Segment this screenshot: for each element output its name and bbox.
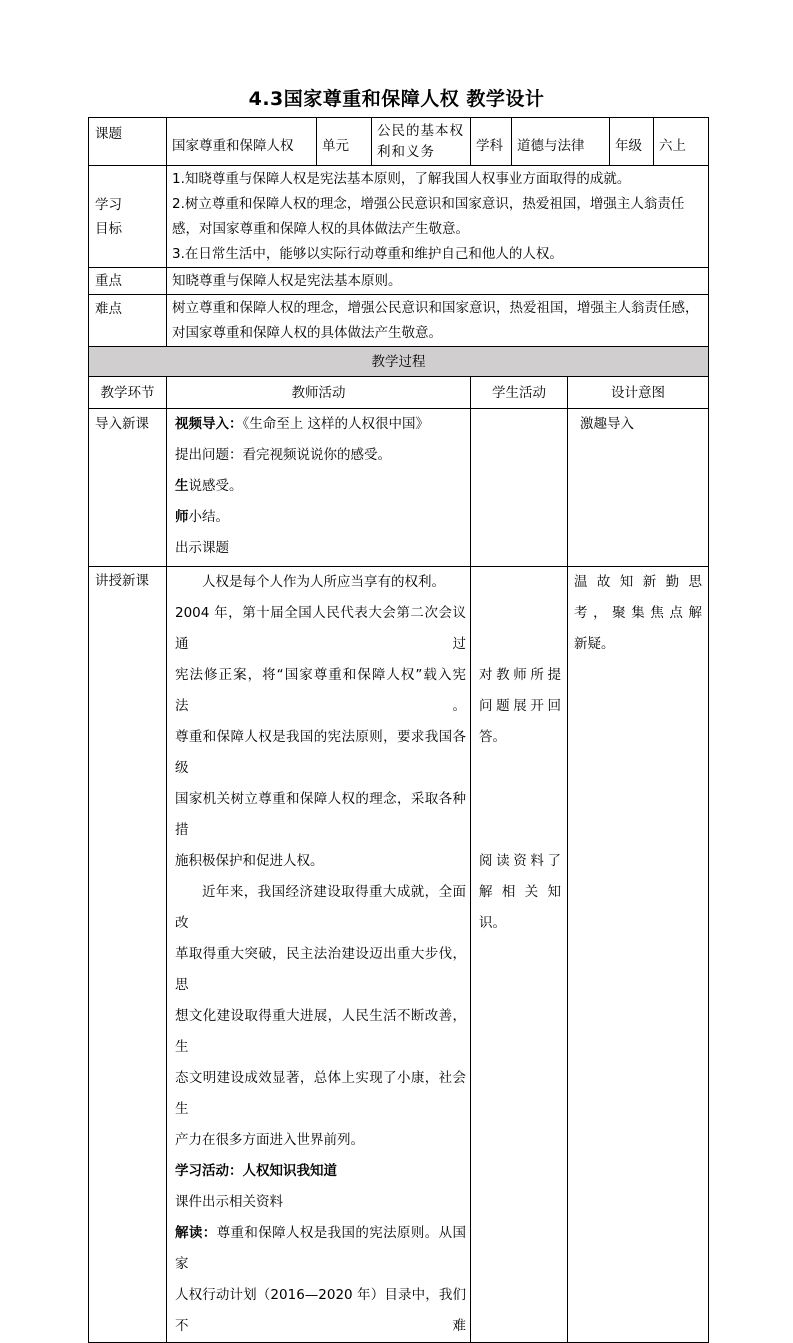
process-header-row <box>89 377 709 409</box>
lecture-intent <box>568 567 709 1343</box>
unit-label: 单元 <box>317 118 372 166</box>
col-student-header: 学生活动 <box>471 377 568 409</box>
intro-show-topic: 出示课题 <box>175 540 229 556</box>
goal-item: 2.树立尊重和保障人权的理念，增强公民意识和国家意识，热爱祖国，增强主人翁责任感，对国家尊重和保障人权的具体做法产生敬意。 <box>172 196 685 237</box>
intent-line: 新疑。 <box>574 636 615 652</box>
para2-line: 想文化建设取得重大进展，人民生活不断改善，生 <box>175 1008 466 1055</box>
key-point-row <box>89 268 709 295</box>
para1-line: 人权是每个人作为人所应当享有的权利。 <box>202 574 445 590</box>
student2-line: 解相关知 <box>479 884 561 900</box>
unit-value: 公民的基本权利和义务 <box>372 118 471 166</box>
intro-teacher-line: 师小结。 <box>175 509 229 525</box>
subject-label: 学科 <box>471 118 512 166</box>
lecture-student <box>471 567 568 1343</box>
para2-line: 态文明建设成效显著，总体上实现了小康，社会生 <box>175 1070 466 1117</box>
reading-line: 人权行动计划（2016—2020 年）目录中，我们不难 <box>175 1287 466 1334</box>
intro-student-line: 生说感受。 <box>175 478 243 494</box>
difficulty-label: 难点 <box>89 295 167 347</box>
col-stage-header: 教学环节 <box>89 377 167 409</box>
student2-line: 识。 <box>479 915 506 931</box>
process-heading-row <box>89 347 709 377</box>
intro-row <box>89 409 709 567</box>
col-teacher-header: 教师活动 <box>167 377 471 409</box>
grade-label: 年级 <box>610 118 654 166</box>
para1-line: 国家机关树立尊重和保障人权的理念，采取各种措 <box>175 791 466 838</box>
lecture-teacher <box>167 567 471 1343</box>
student1-line: 对教师所提 <box>479 667 561 683</box>
meta-row <box>89 118 709 166</box>
grade-value: 六上 <box>654 118 709 166</box>
lecture-row <box>89 567 709 1343</box>
page-title: 4.3国家尊重和保障人权 教学设计 <box>248 88 545 110</box>
goal-item: 1.知晓尊重与保障人权是宪法基本原则，了解我国人权事业方面取得的成就。 <box>172 171 631 187</box>
student1-line: 问题展开回 <box>479 698 561 714</box>
intro-teacher <box>167 409 471 567</box>
intro-video-line <box>175 409 465 440</box>
activity-title: 学习活动：人权知识我知道 <box>175 1163 337 1179</box>
intro-stage: 导入新课 <box>89 409 167 567</box>
para1-line: 2004 年，第十届全国人民代表大会第二次会议通过 <box>175 605 466 652</box>
goal-item: 3.在日常生活中，能够以实际行动尊重和维护自己和他人的人权。 <box>172 246 563 262</box>
intent-line: 温故知新勤思 <box>574 574 702 590</box>
intent-line: 考，聚集焦点解 <box>574 605 702 621</box>
difficulty-row <box>89 295 709 347</box>
intro-student <box>471 409 568 567</box>
courseware-line: 课件出示相关资料 <box>175 1194 283 1210</box>
lesson-plan-table <box>88 117 709 1343</box>
topic-label: 课题 <box>89 118 167 166</box>
para1-line: 施积极保护和促进人权。 <box>175 853 324 869</box>
subject-value: 道德与法律 <box>512 118 610 166</box>
video-label: 视频导入： <box>175 416 243 432</box>
goals-content <box>167 166 709 268</box>
reading-line: 解读：尊重和保障人权是我国的宪法原则。从国家 <box>175 1225 466 1272</box>
process-heading: 教学过程 <box>89 347 709 377</box>
goals-row <box>89 166 709 268</box>
key-point-label: 重点 <box>89 268 167 295</box>
key-point-text: 知晓尊重与保障人权是宪法基本原则。 <box>167 268 709 295</box>
para2-line: 革取得重大突破，民主法治建设迈出重大步伐，思 <box>175 946 466 993</box>
goals-label: 学习目标 <box>89 166 167 268</box>
intro-intent: 激趣导入 <box>568 409 709 567</box>
col-intent-header: 设计意图 <box>568 377 709 409</box>
lecture-stage: 讲授新课 <box>89 567 167 1343</box>
student1-line: 答。 <box>479 729 506 745</box>
para2-line: 近年来，我国经济建设取得重大成就，全面改 <box>175 884 466 931</box>
difficulty-text: 树立尊重和保障人权的理念，增强公民意识和国家意识，热爱祖国，增强主人翁责任感，对国家尊重和保障人权的具体做法产生敬意。 <box>167 295 709 347</box>
video-title: 《生命至上 这样的人权很中国》 <box>242 416 430 432</box>
student2-line: 阅读资料了 <box>479 853 561 869</box>
para2-line: 产力在很多方面进入世界前列。 <box>175 1132 364 1148</box>
topic-value: 国家尊重和保障人权 <box>167 118 317 166</box>
intro-question: 提出问题：看完视频说说你的感受。 <box>175 447 391 463</box>
para1-line: 宪法修正案，将“国家尊重和保障人权”载入宪法。 <box>175 667 466 714</box>
para1-line: 尊重和保障人权是我国的宪法原则，要求我国各级 <box>175 729 466 776</box>
